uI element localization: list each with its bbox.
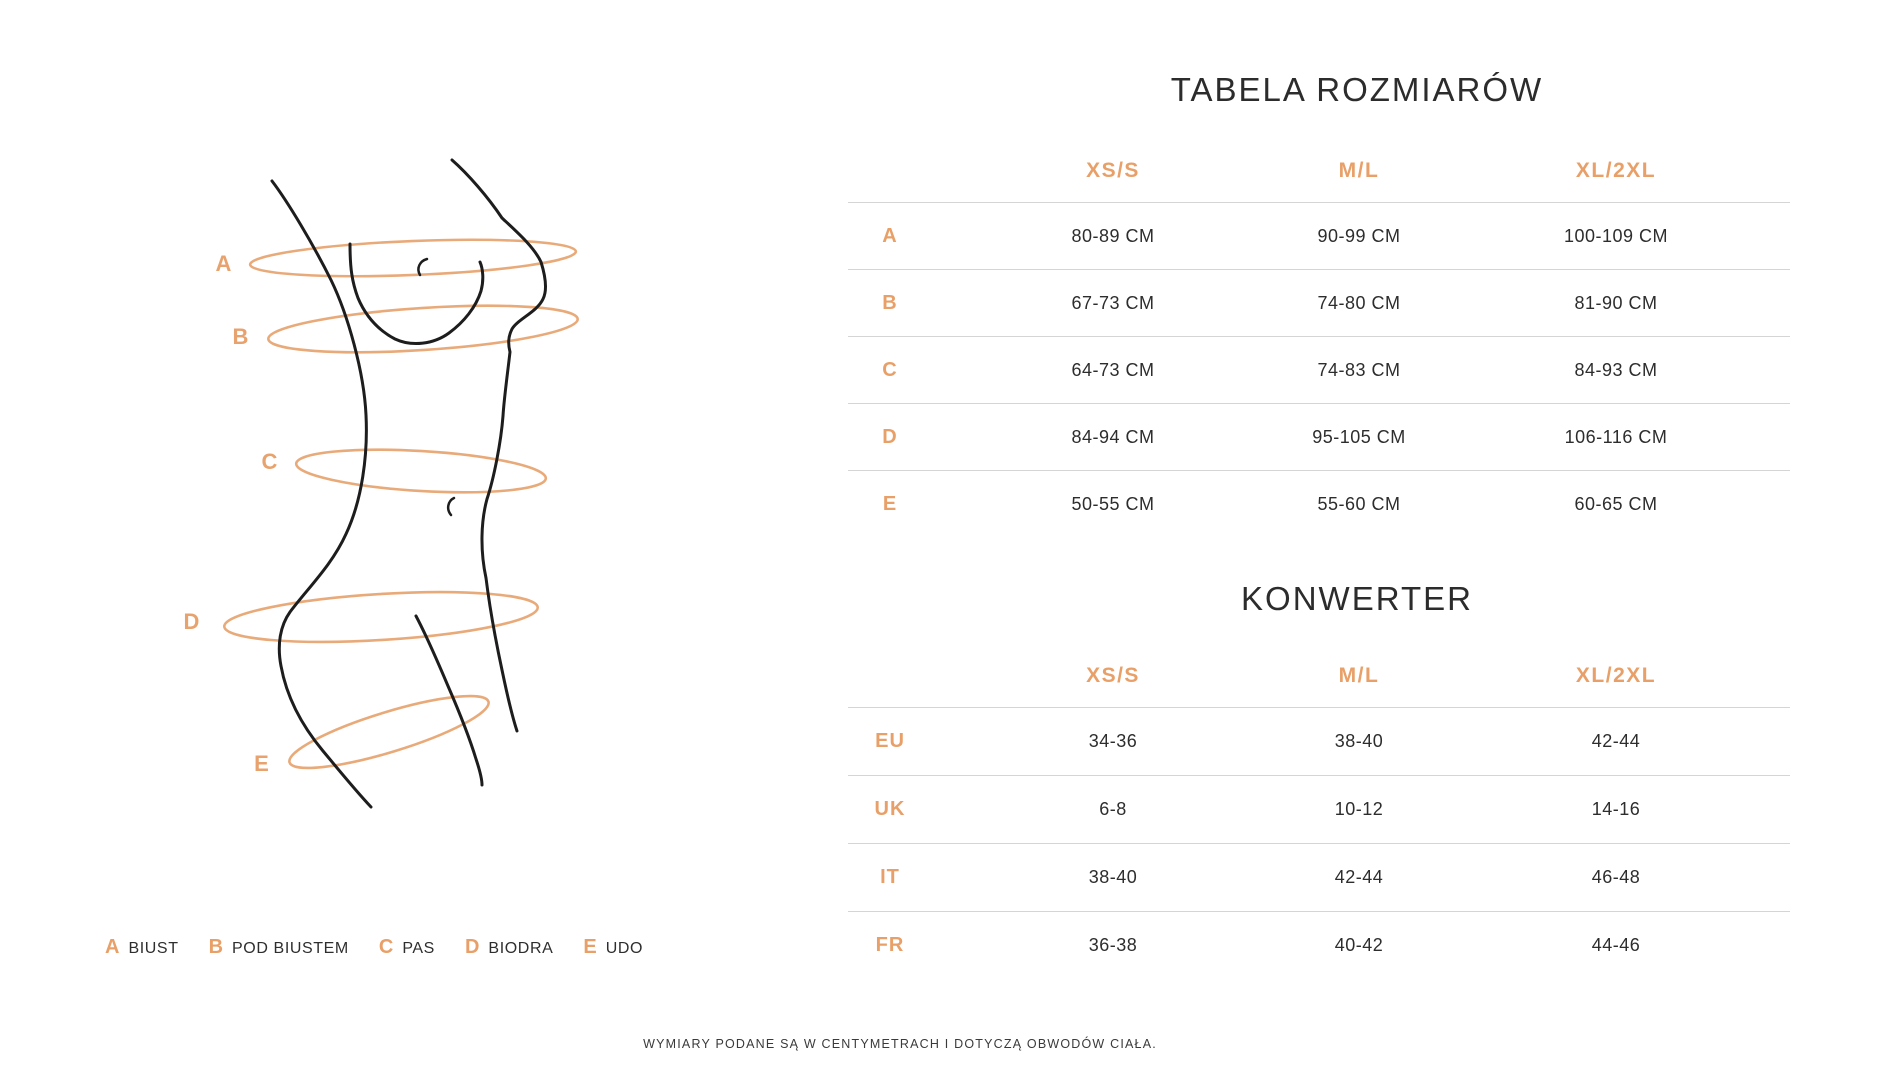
table-cell: 40-42 xyxy=(1334,935,1384,955)
footer-note: WYMIARY PODANE SĄ W CENTYMETRACH I DOTYCZĄ OBWODÓW CIAŁA. xyxy=(643,1037,1157,1051)
legend-letter: B xyxy=(208,936,224,958)
table-row xyxy=(848,269,1790,336)
legend-letter: E xyxy=(583,936,597,958)
converter-table-header xyxy=(848,645,1790,708)
column-header-ml: M/L xyxy=(1338,664,1380,687)
row-label: D xyxy=(882,426,898,448)
table-row xyxy=(848,403,1790,470)
legend-label: POD BIUSTEM xyxy=(232,940,349,957)
legend-letter: D xyxy=(464,936,480,958)
legend-item-thigh xyxy=(583,936,643,959)
row-label: E xyxy=(882,493,898,515)
measurement-legend xyxy=(105,936,643,959)
table-cell: 55-60 CM xyxy=(1317,494,1401,514)
body-contours xyxy=(272,160,545,807)
table-row xyxy=(848,911,1790,979)
row-label: FR xyxy=(875,934,905,956)
table-cell: 80-89 CM xyxy=(1071,226,1155,246)
table-cell: 74-83 CM xyxy=(1317,360,1401,380)
legend-label: UDO xyxy=(605,940,644,957)
legend-letter: C xyxy=(378,936,394,958)
contour-breast xyxy=(350,244,483,344)
size-table-title: TABELA ROZMIARÓW xyxy=(1170,71,1544,108)
converter-title: KONWERTER xyxy=(1241,580,1473,617)
table-cell: 100-109 CM xyxy=(1563,226,1669,246)
size-table xyxy=(848,140,1790,537)
table-cell: 38-40 xyxy=(1088,867,1138,887)
row-label: B xyxy=(882,292,898,314)
ellipse-thigh xyxy=(284,682,495,781)
table-cell: 84-94 CM xyxy=(1071,427,1155,447)
table-cell: 38-40 xyxy=(1334,731,1384,751)
table-row xyxy=(848,336,1790,403)
table-cell: 81-90 CM xyxy=(1574,293,1658,313)
table-cell: 42-44 xyxy=(1591,731,1641,751)
table-cell: 84-93 CM xyxy=(1574,360,1658,380)
legend-item-underbust xyxy=(209,936,349,959)
table-cell: 42-44 xyxy=(1334,867,1384,887)
table-row xyxy=(848,843,1790,911)
legend-item-waist xyxy=(379,936,435,959)
table-cell: 44-46 xyxy=(1591,935,1641,955)
diagram-letter-c: C xyxy=(261,449,279,474)
table-cell: 64-73 CM xyxy=(1071,360,1155,380)
table-cell: 14-16 xyxy=(1591,799,1641,819)
legend-label: BIUST xyxy=(128,940,179,957)
diagram-letter-a: A xyxy=(215,251,233,276)
legend-item-hips xyxy=(465,936,553,959)
table-row xyxy=(848,203,1790,269)
table-row xyxy=(848,470,1790,537)
column-header-ml: M/L xyxy=(1338,159,1380,182)
table-cell: 95-105 CM xyxy=(1312,427,1406,447)
contour-shoulder-side-leg xyxy=(452,160,545,731)
legend-label: PAS xyxy=(402,940,435,957)
table-row xyxy=(848,775,1790,843)
row-label: EU xyxy=(875,730,905,752)
nipple-mark xyxy=(418,259,427,275)
table-row xyxy=(848,708,1790,775)
table-cell: 6-8 xyxy=(1099,799,1127,819)
row-label: A xyxy=(882,225,898,247)
table-cell: 74-80 CM xyxy=(1317,293,1401,313)
table-cell: 90-99 CM xyxy=(1317,226,1401,246)
ellipse-underbust xyxy=(267,298,579,360)
column-header-xl2xl: XL/2XL xyxy=(1575,664,1657,687)
column-header-xss: XS/S xyxy=(1086,664,1140,687)
legend-letter: A xyxy=(105,936,120,958)
table-cell: 34-36 xyxy=(1088,731,1138,751)
legend-label: BIODRA xyxy=(488,940,554,957)
body-silhouette xyxy=(150,110,650,840)
row-label: IT xyxy=(880,866,900,888)
converter-table xyxy=(848,645,1790,979)
diagram-letter-d: D xyxy=(183,609,201,634)
diagram-letter-b: B xyxy=(232,324,250,349)
diagram-letter-e: E xyxy=(254,751,270,776)
navel-mark xyxy=(448,498,454,515)
size-table-header xyxy=(848,140,1790,203)
column-header-xss: XS/S xyxy=(1086,159,1140,182)
table-cell: 46-48 xyxy=(1591,867,1641,887)
table-cell: 106-116 CM xyxy=(1564,427,1668,447)
row-label: C xyxy=(882,359,898,381)
table-cell: 67-73 CM xyxy=(1071,293,1155,313)
ellipse-waist xyxy=(295,444,547,499)
column-header-xl2xl: XL/2XL xyxy=(1575,159,1657,182)
table-cell: 10-12 xyxy=(1334,799,1384,819)
row-label: UK xyxy=(874,798,906,820)
legend-item-bust xyxy=(105,936,179,959)
table-cell: 36-38 xyxy=(1088,935,1138,955)
table-cell: 50-55 CM xyxy=(1071,494,1155,514)
table-cell: 60-65 CM xyxy=(1574,494,1658,514)
